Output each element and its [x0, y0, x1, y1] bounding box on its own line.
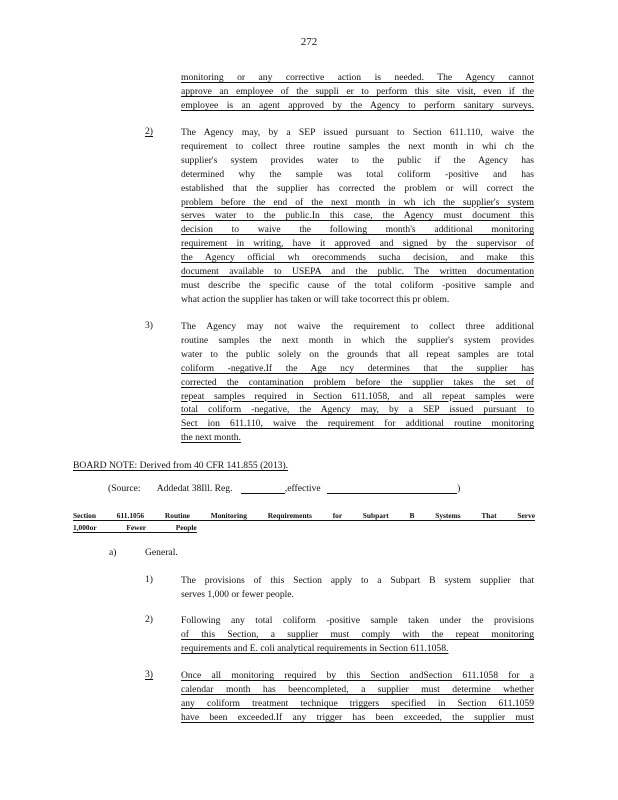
text-line: what action the supplier has taken or will take tocorrect this pr oblem.: [181, 293, 450, 305]
text-line: corrected the contamination problem before the supplier takes the set of: [181, 376, 534, 388]
section-heading: [73, 510, 535, 534]
text-line: the next month.: [181, 432, 241, 444]
text-line: total coliform -negative, the Agency may, by a SEP issued pursuant to: [181, 404, 534, 416]
section-label: a): [109, 547, 117, 558]
text-line: The Agency may not waive the requirement to collect three additional: [181, 321, 534, 332]
effective-blank: [327, 483, 457, 494]
item-number: 2): [145, 126, 153, 137]
text-line: supplier's system provides water to the public if the Agency has: [181, 154, 534, 166]
source-effective: ,effective: [284, 483, 321, 494]
text-line: employee is an agent approved by the Agency to perform sanitary surveys.: [181, 99, 534, 111]
text-line: any coliform treatment technique triggers specified in Section 611.1059: [181, 697, 534, 709]
text-line: water to the public solely on the grounds that all repeat samples are total: [181, 348, 534, 360]
text-line: must describe the specific cause of the total coliform -positive sample and: [181, 279, 534, 291]
item-number: 1): [145, 574, 153, 585]
text-line: The Agency may, by a SEP issued pursuant to Section 611.110, waive the: [181, 127, 534, 138]
text-line: monitoring or any corrective action is needed. The Agency cannot: [181, 72, 534, 83]
text-line: requirement in writing, have it approved and signed by the supervisor of: [181, 238, 534, 250]
a2-paragraph: [181, 614, 534, 656]
page-number: 272: [300, 36, 318, 48]
text-line: approve an employee of the suppli er to perform this site visit, even if the: [181, 85, 534, 97]
text-line: established that the supplier has corrected the problem or will correct the: [181, 182, 534, 194]
source-prefix: (Source:: [108, 483, 141, 494]
text-line: Once all monitoring required by this Section andSection 611.1058 for a: [181, 670, 534, 681]
heading-line: Section 611.1056 Routine Monitoring Requirements for Subpart B Systems That Serve: [73, 511, 535, 520]
source-text: Addedat 38Ill. Reg.: [156, 483, 233, 494]
continuation-paragraph: [181, 71, 534, 113]
text-line: routine samples the next month in which the supplier's system provides: [181, 334, 534, 346]
text-line: decision to waive the following month's additional monitoring: [181, 224, 534, 236]
source-line: [108, 483, 460, 494]
text-line: The provisions of this Section apply to a Subpart B system supplier that: [181, 575, 534, 586]
text-line: requirements and E. coli analytical requirements in Section 611.1058.: [181, 642, 449, 654]
text-line: the Agency official wh orecommends sucha decision, and make this: [181, 252, 534, 264]
item-number: 3): [145, 320, 153, 331]
text-line: serves water to the public.In this case, the Agency must document this: [181, 210, 534, 222]
text-line: of this Section, a supplier must comply with the repeat monitoring: [181, 628, 534, 640]
source-suffix: ): [457, 483, 461, 494]
text-line: serves 1,000 or fewer people.: [181, 588, 294, 600]
text-line: calendar month has beencompleted, a supplier must determine whether: [181, 683, 534, 695]
text-line: repeat samples required in Section 611.1058, and all repeat samples were: [181, 390, 534, 402]
text-line: Sect ion 611.110, waive the requirement for additional routine monitoring: [181, 418, 534, 430]
section-title: General.: [145, 547, 178, 558]
item-3-paragraph: [181, 320, 534, 445]
text-line: Following any total coliform -positive sample taken under the provisions: [181, 615, 534, 626]
text-line: problem before the end of the next month in wh ich the supplier's system: [181, 196, 534, 208]
text-line: have been exceeded.If any trigger has been exceeded, the supplier must: [181, 711, 534, 723]
a1-paragraph: [181, 574, 534, 602]
item-2-paragraph: [181, 126, 534, 307]
item-number: 2): [145, 614, 153, 625]
text-line: coliform -negative.If the Age ncy determines that the supplier has: [181, 362, 534, 374]
text-line: document available to USEPA and the public. The written documentation: [181, 266, 534, 278]
text-line: requirement to collect three routine samples the next month in whi ch the: [181, 140, 534, 152]
a3-paragraph: [181, 669, 534, 725]
date-blank: [241, 483, 285, 494]
text-line: determined why the sample was total coliform -positive and has: [181, 168, 534, 180]
heading-line: 1,000or Fewer People: [73, 523, 197, 532]
board-note: BOARD NOTE: Derived from 40 CFR 141.855 (2013).: [73, 460, 289, 471]
item-number: 3): [145, 669, 153, 680]
